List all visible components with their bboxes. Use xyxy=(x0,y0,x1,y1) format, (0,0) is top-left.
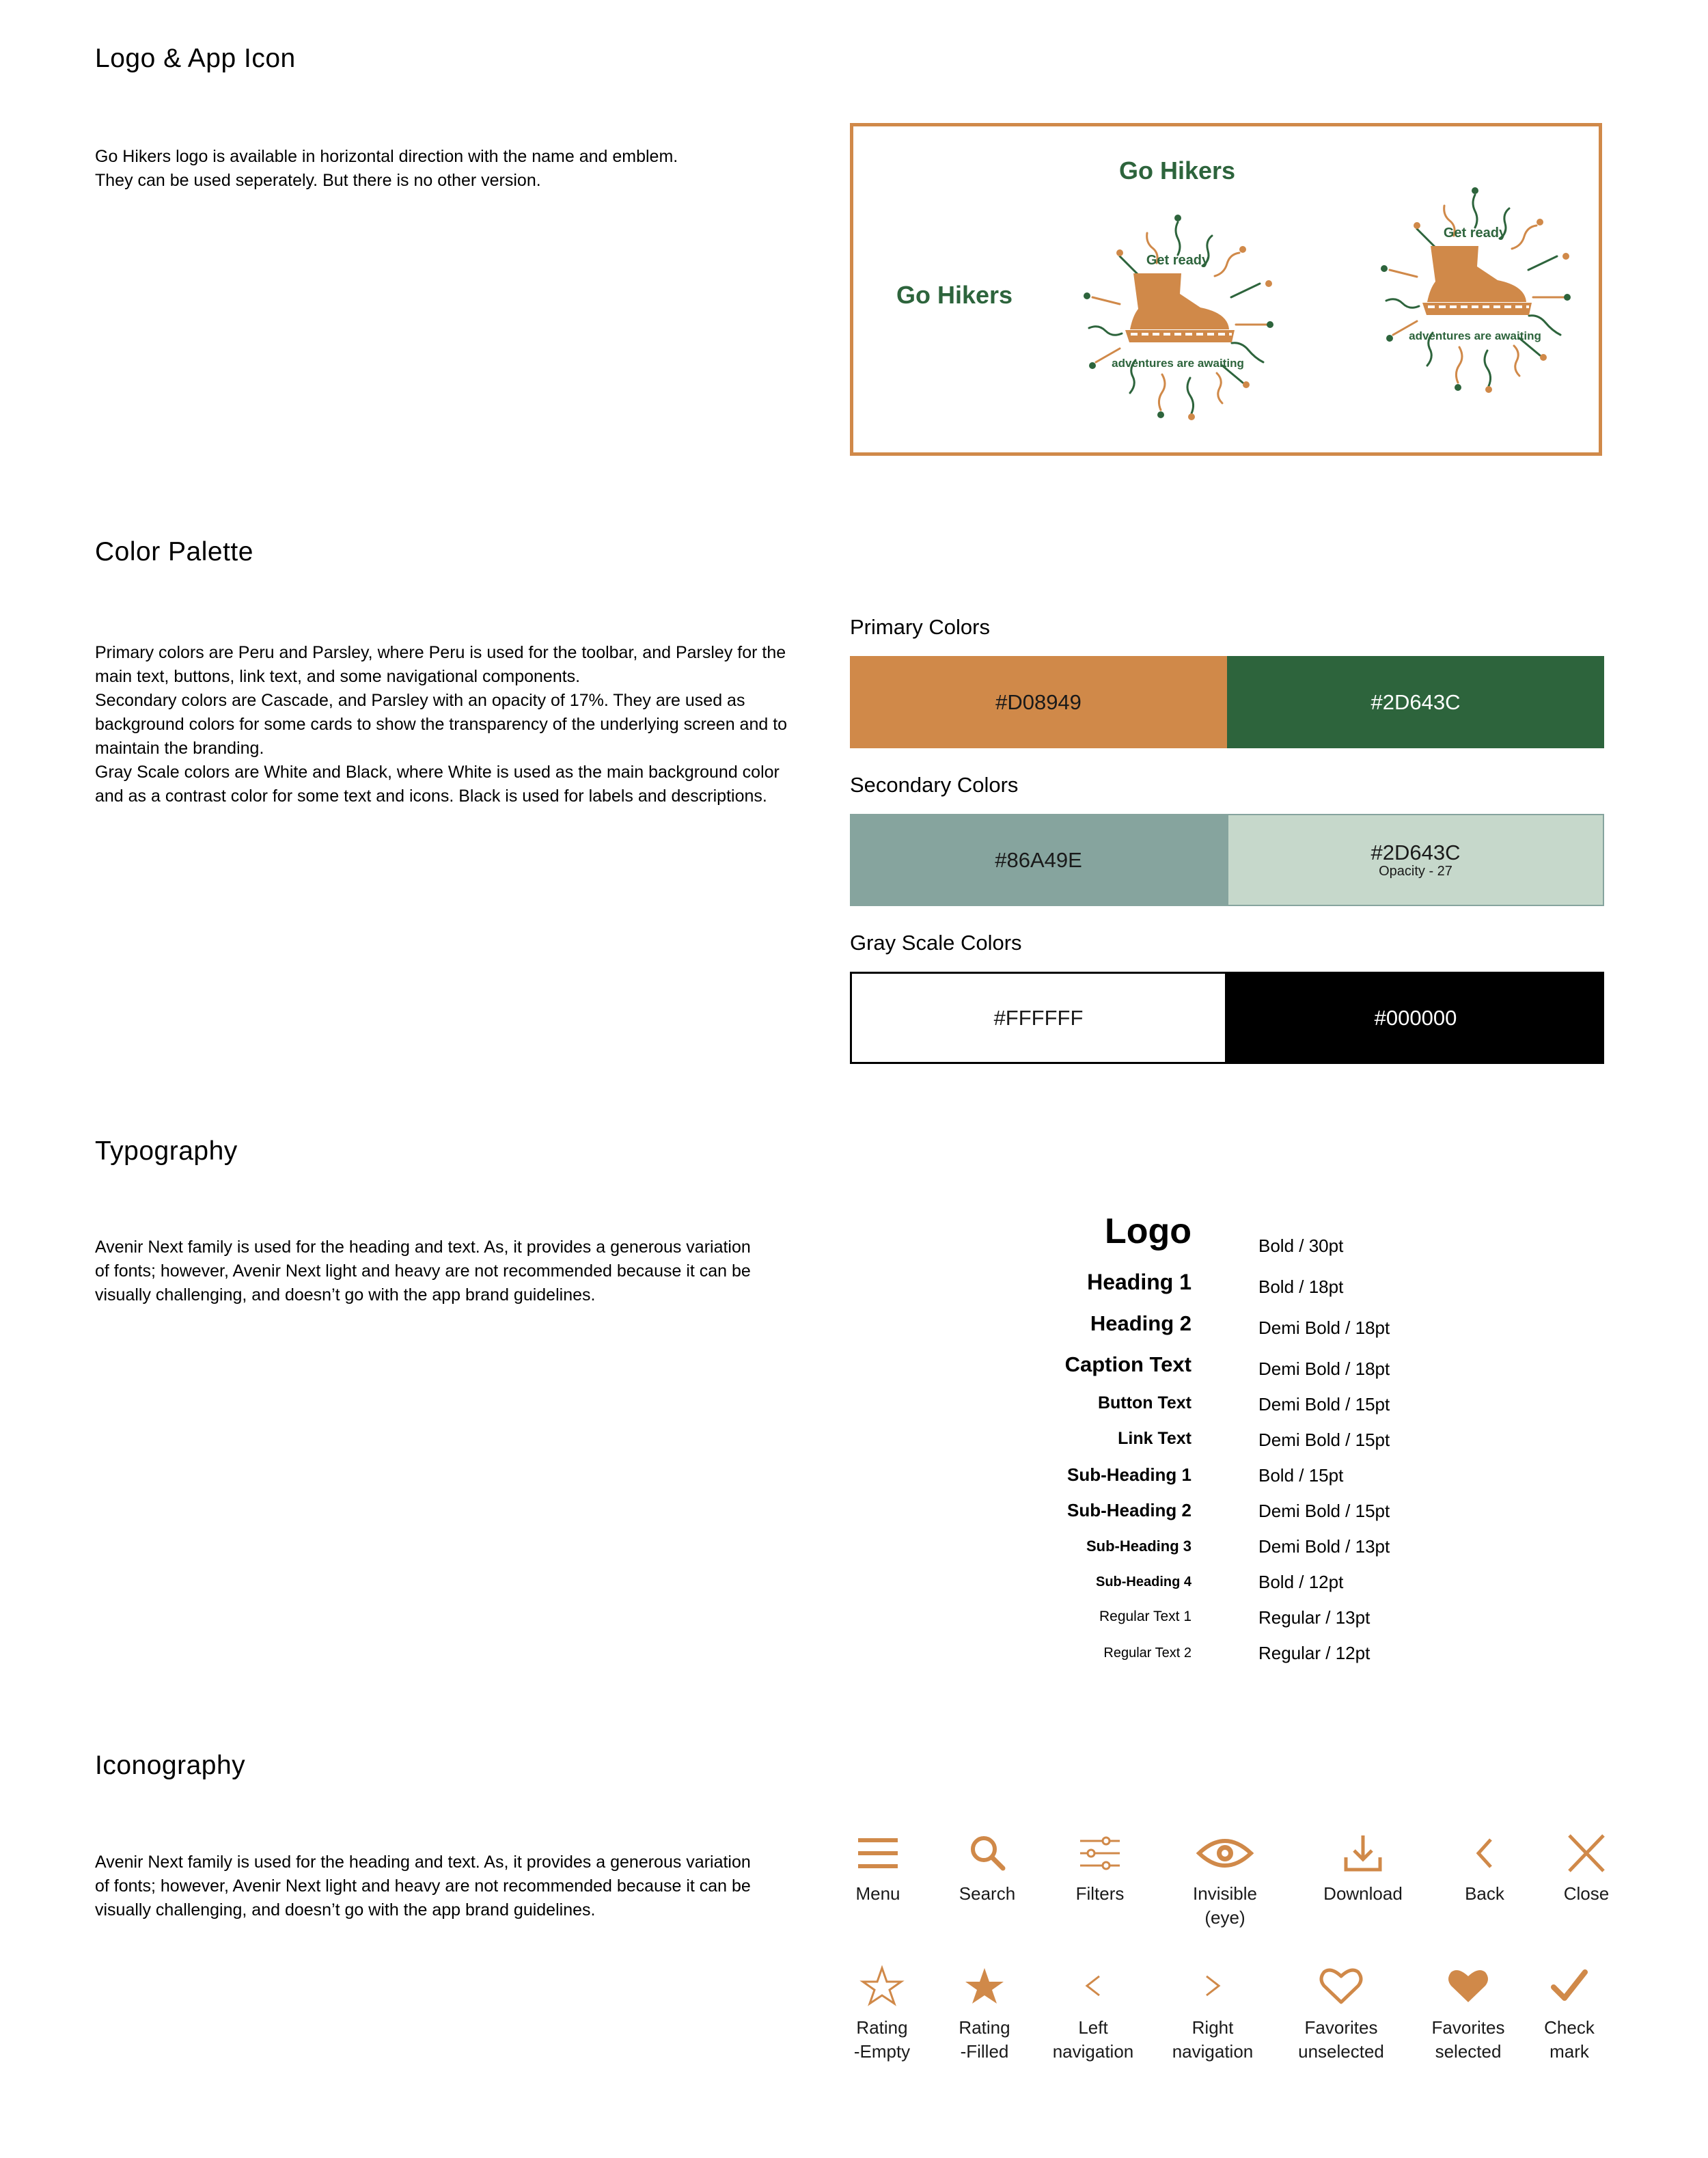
icon-label: Menu xyxy=(855,1883,900,1904)
check-icon xyxy=(1545,1964,1593,2008)
brand-name-horizontal: Go Hikers xyxy=(896,281,1013,309)
icon-label: Invisible (eye) xyxy=(1193,1883,1257,1928)
type-sample-heading-1: Heading 1 xyxy=(1087,1270,1192,1294)
filters-icon xyxy=(1076,1833,1124,1874)
icon-label: Close xyxy=(1563,1883,1610,1904)
type-sample-link-text: Link Text xyxy=(1118,1429,1192,1448)
icon-label: Favorites selected xyxy=(1431,2017,1505,2062)
close-icon xyxy=(1562,1833,1610,1874)
logo-section-description xyxy=(95,145,785,193)
boot-emblem-icon xyxy=(1362,181,1588,407)
heart-filled-icon xyxy=(1444,1964,1492,2008)
type-sample-heading-2: Heading 2 xyxy=(1090,1311,1192,1335)
brand-name-above-emblem: Go Hikers xyxy=(1119,156,1236,185)
type-spec-sub-heading-2: Demi Bold / 15pt xyxy=(1258,1501,1390,1521)
color-swatch-peru xyxy=(850,656,1227,748)
color-section-description xyxy=(95,641,788,808)
heart-outline-icon xyxy=(1317,1964,1365,2008)
icon-item-download xyxy=(1298,1833,1428,1906)
primary-colors-label: Primary Colors xyxy=(850,615,990,639)
icon-label: Right navigation xyxy=(1172,2017,1254,2062)
chevron-right-icon xyxy=(1189,1964,1237,2008)
menu-icon xyxy=(854,1833,902,1874)
swatch-hex: #2D643C xyxy=(1370,841,1461,864)
type-spec-logo: Bold / 30pt xyxy=(1258,1235,1344,1256)
secondary-colors-label: Secondary Colors xyxy=(850,773,1019,797)
boot-emblem-icon xyxy=(1065,208,1291,434)
type-spec-sub-heading-4: Bold / 12pt xyxy=(1258,1572,1344,1592)
icon-item-search xyxy=(922,1833,1052,1906)
type-sample-sub-heading-4: Sub-Heading 4 xyxy=(1095,1574,1192,1589)
emblem-top-text: Get ready xyxy=(1146,253,1210,268)
iconography-section-title: Iconography xyxy=(95,1751,246,1780)
emblem-bottom-text: adventures are awaiting xyxy=(1112,357,1244,370)
icon-item-close xyxy=(1521,1833,1651,1906)
color-section-title: Color Palette xyxy=(95,537,253,566)
icon-item-invisible-eye xyxy=(1160,1833,1290,1930)
color-description-primary: Primary colors are Peru and Parsley, where Peru is used for the toolbar, and Parsley for the main text, buttons, link text, and some navigational components. xyxy=(95,643,786,686)
type-sample-sub-heading-2: Sub-Heading 2 xyxy=(1066,1500,1192,1520)
emblem-top-text: Get ready xyxy=(1443,226,1507,241)
icon-label: Search xyxy=(959,1883,1016,1904)
icon-label: Filters xyxy=(1075,1883,1125,1904)
icon-item-check-mark xyxy=(1504,1964,1634,2064)
color-swatch-parsley-transparent xyxy=(1227,814,1604,906)
type-spec-heading-1: Bold / 18pt xyxy=(1258,1276,1344,1297)
type-spec-sub-heading-1: Bold / 15pt xyxy=(1258,1465,1344,1486)
type-sample-button-text: Button Text xyxy=(1097,1393,1192,1412)
logo-description-line-1: Go Hikers logo is available in horizontal direction with the name and emblem. xyxy=(95,147,678,166)
type-spec-sub-heading-3: Demi Bold / 13pt xyxy=(1258,1536,1390,1557)
emblem-bottom-text: adventures are awaiting xyxy=(1409,329,1541,342)
emblem-logo-with-name xyxy=(1065,208,1291,434)
icon-label: Rating -Empty xyxy=(853,2017,911,2062)
icon-label: Check mark xyxy=(1544,2017,1595,2062)
logo-showcase-box xyxy=(850,123,1602,456)
eye-icon xyxy=(1196,1833,1254,1874)
icon-item-filters xyxy=(1035,1833,1165,1906)
star-empty-icon xyxy=(858,1964,906,2008)
color-description-grayscale: Gray Scale colors are White and Black, where White is used as the main background color and as a contrast color for some text and icons. Black is used for labels and descriptions. xyxy=(95,763,780,806)
search-icon xyxy=(963,1833,1011,1874)
emblem-logo-standalone xyxy=(1362,181,1588,407)
type-spec-regular-text-2: Regular / 12pt xyxy=(1258,1643,1370,1663)
type-sample-regular-text-2: Regular Text 2 xyxy=(1103,1645,1192,1661)
color-swatch-black xyxy=(1227,972,1604,1064)
swatch-hex: #86A49E xyxy=(995,847,1082,872)
type-spec-regular-text-1: Regular / 13pt xyxy=(1258,1607,1370,1628)
icon-label: Favorites unselected xyxy=(1298,2017,1384,2062)
swatch-hex: #000000 xyxy=(1374,1005,1457,1030)
typography-section-title: Typography xyxy=(95,1136,238,1166)
chevron-left-icon xyxy=(1069,1964,1117,2008)
type-sample-sub-heading-3: Sub-Heading 3 xyxy=(1086,1538,1192,1555)
swatch-hex: #FFFFFF xyxy=(993,1005,1084,1030)
icon-item-favorites-unselected xyxy=(1276,1964,1406,2064)
back-icon xyxy=(1461,1833,1509,1874)
type-sample-caption-text: Caption Text xyxy=(1064,1352,1192,1376)
icon-label: Back xyxy=(1465,1883,1504,1904)
iconography-section-description: Avenir Next family is used for the heading and text. As, it provides a generous variation of fonts; however, Avenir Next light and heavy are not recommended because it can be visually challenging, and doesn’t go with the app brand guidelines. xyxy=(95,1853,751,1920)
typography-section-description: Avenir Next family is used for the heading and text. As, it provides a generous variation of fonts; however, Avenir Next light and heavy are not recommended because it can be visually challenging, and doesn’t go with the app brand guidelines. xyxy=(95,1238,751,1305)
type-spec-caption-text: Demi Bold / 18pt xyxy=(1258,1358,1390,1379)
swatch-opacity-note: Opacity - 27 xyxy=(1379,864,1452,879)
icon-label: Left navigation xyxy=(1052,2017,1134,2062)
color-swatch-parsley xyxy=(1227,656,1604,748)
type-sample-sub-heading-1: Sub-Heading 1 xyxy=(1066,1464,1192,1485)
type-spec-heading-2: Demi Bold / 18pt xyxy=(1258,1317,1390,1338)
icon-label: Rating -Filled xyxy=(959,2017,1010,2062)
grayscale-colors-label: Gray Scale Colors xyxy=(850,931,1022,955)
download-icon xyxy=(1339,1833,1387,1874)
color-description-secondary: Secondary colors are Cascade, and Parsley with an opacity of 17%. They are used as background colors for some cards to show the transparency of the underlying screen and to maintain the branding. xyxy=(95,691,788,758)
icon-label: Download xyxy=(1323,1883,1403,1904)
color-swatch-white xyxy=(850,972,1227,1064)
swatch-hex: #2D643C xyxy=(1370,689,1461,714)
type-spec-link-text: Demi Bold / 15pt xyxy=(1258,1430,1390,1450)
type-sample-regular-text-1: Regular Text 1 xyxy=(1099,1609,1192,1624)
icon-item-left-navigation xyxy=(1028,1964,1158,2064)
type-spec-button-text: Demi Bold / 15pt xyxy=(1258,1394,1390,1415)
swatch-hex: #D08949 xyxy=(995,689,1082,714)
logo-section-title: Logo & App Icon xyxy=(95,44,296,73)
icon-item-right-navigation xyxy=(1148,1964,1278,2064)
color-swatch-cascade xyxy=(850,814,1227,906)
star-filled-icon xyxy=(961,1964,1008,2008)
type-sample-logo: Logo xyxy=(1104,1212,1192,1251)
logo-description-line-2: They can be used seperately. But there is no other version. xyxy=(95,171,541,190)
